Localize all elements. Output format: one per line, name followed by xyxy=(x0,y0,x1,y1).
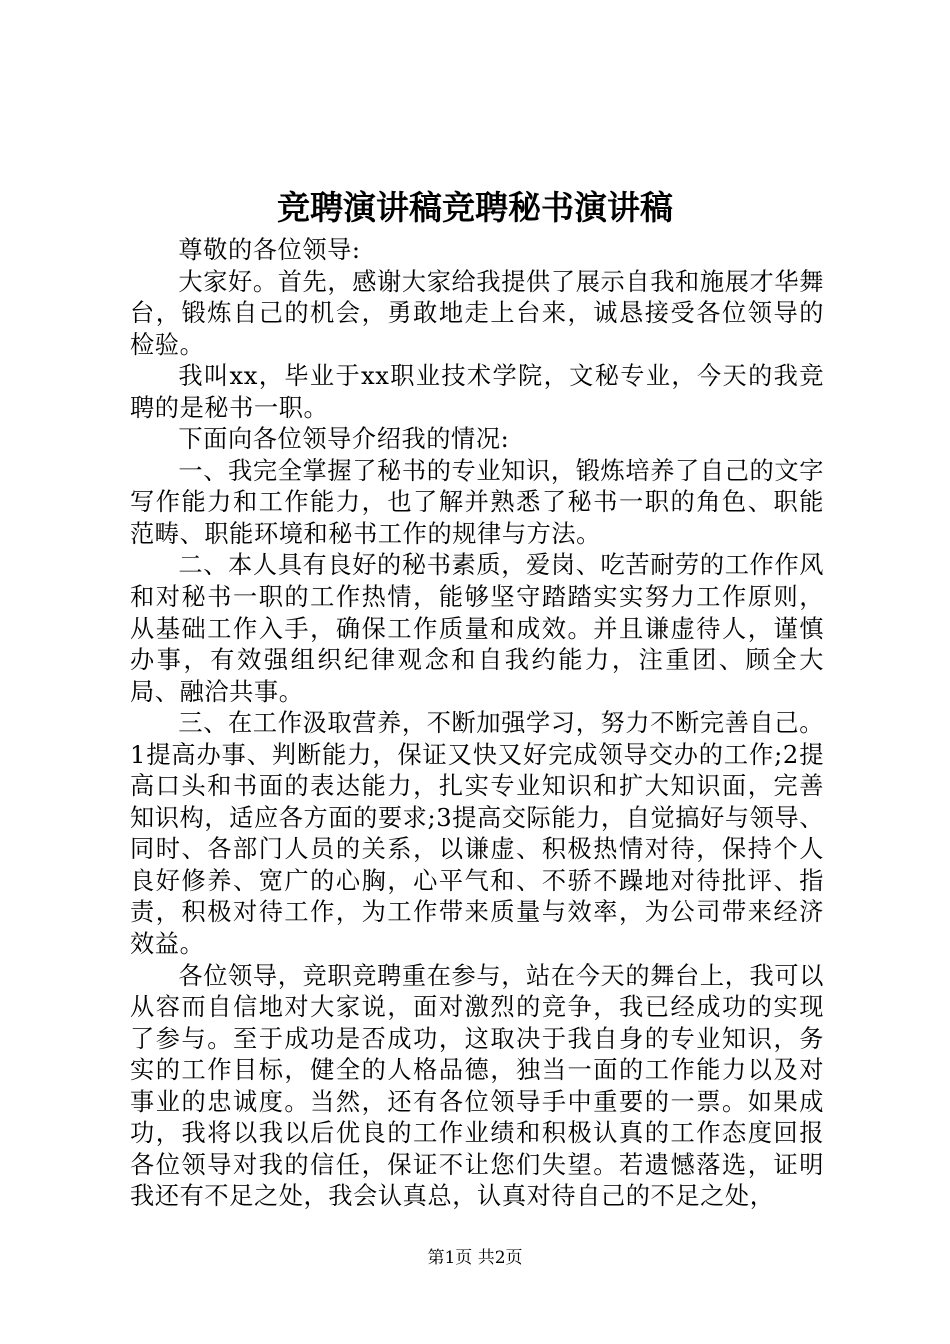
salutation: 尊敬的各位领导: xyxy=(178,236,361,264)
paragraph-greeting: 大家好。首先，感谢大家给我提供了展示自我和施展才华舞台，锻炼自己的机会，勇敢地走上台来，诚恳接受各位领导的检验。 xyxy=(130,267,824,359)
document-body xyxy=(130,235,824,1213)
paragraph-point-three: 三、在工作汲取营养，不断加强学习，努力不断完善自己。1提高办事、判断能力，保证又快又好完成领导交办的工作;2提高口头和书面的表达能力，扎实专业知识和扩大知识面，完善知识构，适应各方面的要求;3提高交际能力，自觉搞好与领导、同时、各部门人员的关系，以谦虚、积极热情对待，保持个人良好修养、宽广的心胸，心平气和、不骄不躁地对待批评、指责，积极对待工作，为工作带来质量与效率，为公司带来经济效益。 xyxy=(130,709,825,959)
paragraph-point-two: 二、本人具有良好的秘书素质，爱岗、吃苦耐劳的工作作风和对秘书一职的工作热情，能够坚守踏踏实实努力工作原则，从基础工作入手，确保工作质量和成效。并且谦虚待人，谨慎办事，有效强组织纪律观念和自我约能力，注重团、顾全大局、融洽共事。 xyxy=(130,551,824,706)
paragraph-point-one: 一、我完全掌握了秘书的专业知识，锻炼培养了自己的文字写作能力和工作能力，也了解并熟悉了秘书一职的角色、职能范畴、职能环境和秘书工作的规律与方法。 xyxy=(130,456,824,548)
paragraph-situation-lead: 下面向各位领导介绍我的情况: xyxy=(178,425,510,454)
page-number-footer: 第1页 共2页 xyxy=(427,1248,523,1268)
document-title: 竞聘演讲稿竞聘秘书演讲稿 xyxy=(277,188,673,227)
paragraph-introduction: 我叫xx，毕业于xx职业技术学院，文秘专业，今天的我竞聘的是秘书一职。 xyxy=(130,362,824,422)
paragraph-closing: 各位领导，竞职竞聘重在参与，站在今天的舞台上，我可以从容而自信地对大家说，面对激烈的竞争，我已经成功的实现了参与。至于成功是否成功，这取决于我自身的专业知识，务实的工作目标，健全的人格品德，独当一面的工作能力以及对事业的忠诚度。当然，还有各位领导手中重要的一票。如果成功，我将以我以后优良的工作业绩和积极认真的工作态度回报各位领导对我的信任，保证不让您们失望。若遗憾落选，证明我还有不足之处，我会认真总，认真对待自己的不足之处， xyxy=(130,961,824,1211)
